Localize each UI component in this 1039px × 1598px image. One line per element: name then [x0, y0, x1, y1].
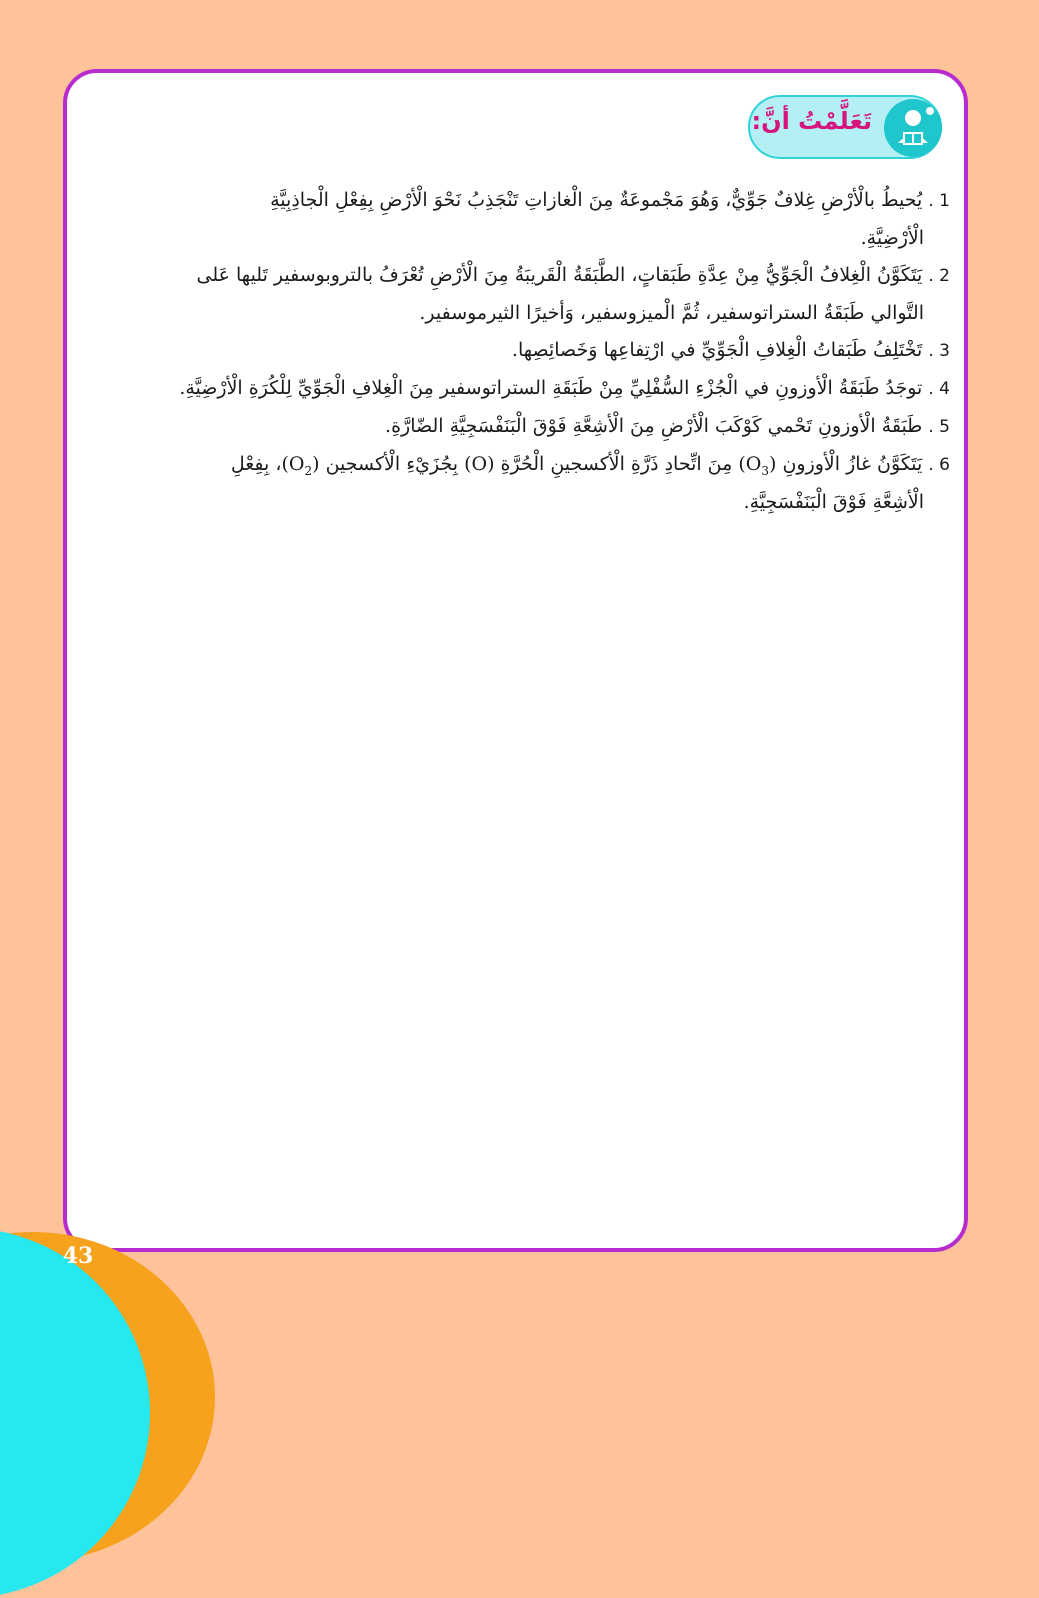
item-text: توجَدُ طَبَقَةُ الْأوزونِ في الْجُزْءِ السُّفْلِيِّ مِنْ طَبَقَةِ الستراتوسفير مِنَ الْغِلافِ الْجَوِّيِّ لِلْكُرَةِ الْأرْضِيَّةِ. [179, 377, 923, 399]
student-reading-icon [884, 99, 942, 157]
item-text-continued: الْأرْضِيَّةِ. [860, 227, 924, 249]
oxygen-subscript: 2 [304, 463, 313, 478]
list-item: 4 . توجَدُ طَبَقَةُ الْأوزونِ في الْجُزْءِ السُّفْلِيِّ مِنْ طَبَقَةِ الستراتوسفير مِنَ الْغِلافِ الْجَوِّيِّ لِلْكُرَةِ الْأرْضِيَّةِ. [179, 377, 950, 399]
item-text: يَتَكَوَّنُ الْغِلافُ الْجَوِّيُّ مِنْ عِدَّةِ طَبَقاتٍ، الطَّبَقَةُ الْقَريبَةُ مِنَ الْأرْضِ تُعْرَفُ بالتروبوسفير تَليها عَلى [196, 264, 923, 286]
ozone-subscript: 3 [761, 463, 769, 478]
item-text-part-c: )، بِفِعْلِ [230, 453, 289, 475]
list-item: 3 . تَخْتَلِفُ طَبَقاتُ الْغِلافِ الْجَوِّيِّ في ارْتِفاعِها وَخَصائِصِها. [511, 339, 950, 361]
list-item: 5 . طَبَقَةُ الْأوزونِ تَحْمي كَوْكَبَ الْأرْضِ مِنَ الْأشِعَّةِ فَوْقَ الْبَنَفْسَجِيَّةِ الضّارَّةِ. [385, 415, 950, 437]
item-text-continued: التَّوالي طَبَقَةُ الستراتوسفير، ثُمَّ الْميزوسفير، وَأخيرًا الثيرموسفير. [419, 302, 924, 324]
page-number: 43 [62, 1243, 94, 1269]
list-item: 1 . يُحيطُ بالْأرْضِ غِلافٌ جَوِّيٌّ، وَهُوَ مَجْموعَةٌ مِنَ الْغازاتِ تَنْجَذِبُ نَحْوَ الْأرْضِ بِفِعْلِ الْجاذِبِيَّةِ الْأرْضِيَّةِ. [90, 182, 950, 257]
item-text: تَخْتَلِفُ طَبَقاتُ الْغِلافِ الْجَوِّيِّ في ارْتِفاعِها وَخَصائِصِها. [511, 339, 923, 361]
item-text-continued: الْأشِعَّةِ فَوْقَ الْبَنَفْسَجِيَّةِ. [743, 491, 924, 513]
section-title: تَعَلَّمْتُ أنَّ: [751, 107, 872, 135]
item-text: طَبَقَةُ الْأوزونِ تَحْمي كَوْكَبَ الْأرْضِ مِنَ الْأشِعَّةِ فَوْقَ الْبَنَفْسَجِيَّةِ الضّارَّةِ. [385, 415, 923, 437]
learned-points-list [90, 182, 950, 521]
list-item: 6 . يَتَكَوَّنُ غازُ الْأوزونِ $(O_3)$ مِنَ اتِّحادِ ذَرَّةِ الْأكسجينِ الْحُرَّةِ (O) بِجُزَيْءِ الْأكسجين $(O_2)،$ بِفِعْلِ الْأشِعَّةِ فَوْقَ الْبَنَفْسَجِيَّةِ. [90, 446, 950, 521]
item-text-part-b: ) مِنَ اتِّحادِ ذَرَّةِ الْأكسجينِ الْحُرَّةِ (O) بِجُزَيْءِ الْأكسجين (O [288, 453, 746, 475]
item-text-part-a: يَتَكَوَّنُ غازُ الْأوزونِ (O [745, 453, 923, 475]
item-text: يُحيطُ بالْأرْضِ غِلافٌ جَوِّيٌّ، وَهُوَ مَجْموعَةٌ مِنَ الْغازاتِ تَنْجَذِبُ نَحْوَ الْأرْضِ بِفِعْلِ الْجاذِبِيَّةِ [270, 189, 923, 211]
header-pill [748, 95, 942, 159]
list-item: 2 . يَتَكَوَّنُ الْغِلافُ الْجَوِّيُّ مِنْ عِدَّةِ طَبَقاتٍ، الطَّبَقَةُ الْقَريبَةُ مِنَ الْأرْضِ تُعْرَفُ بالتروبوسفير تَليها عَلى التَّوالي طَبَقَةُ الستراتوسفير، ثُمَّ الْميزوسفير، وَأخيرًا الثيرموسفير. [90, 257, 950, 332]
